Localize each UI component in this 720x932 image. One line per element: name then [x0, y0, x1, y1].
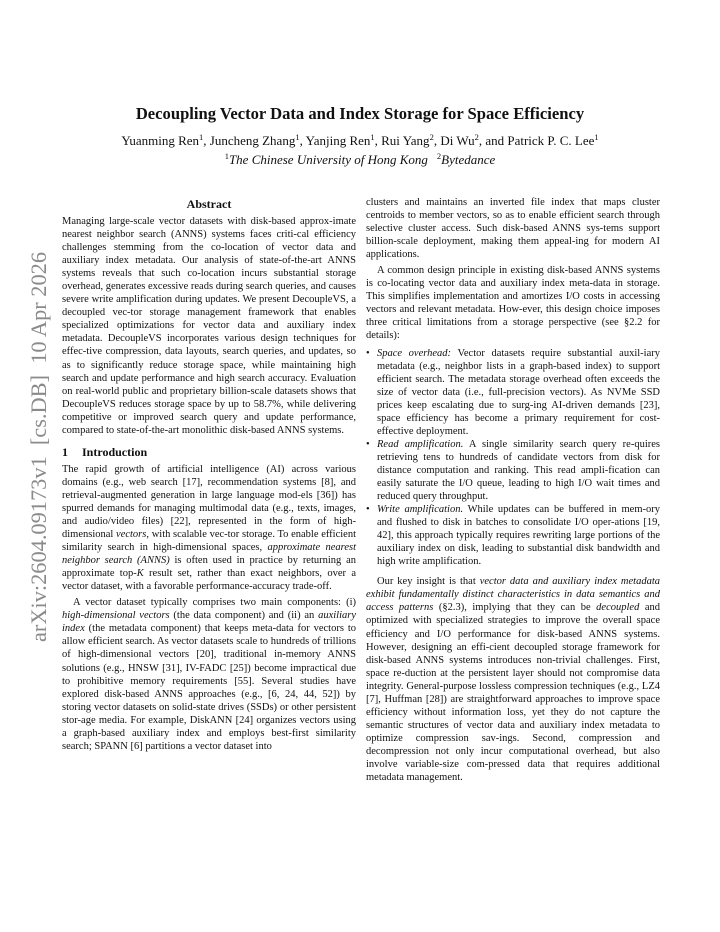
- intro-paragraph-1: The rapid growth of artificial intelligence (AI) across various domains (e.g., web search [17], recommendation systems [8], and retrieval-augmented generation in large language mod-els [36]) has spurred demands for managing multimodal data (e.g., texts, images, and audio/video files) [22], represented in the form of high-dimensional vectors, with scalable vec-tor storage. To enable efficient similarity search in high-dimensional spaces, approximate nearest neighbor search (ANNS) is often used in practice by returning an approximate top-K result set, rather than exact neighbors, over a vector dataset, with a favorable performance-accuracy trade-off.: [62, 463, 356, 593]
- list-item: [366, 503, 660, 568]
- abstract-heading: Abstract: [186, 197, 232, 211]
- author-separator: , and: [478, 133, 508, 148]
- author-separator: ,: [374, 133, 382, 148]
- left-column: [62, 196, 356, 753]
- arxiv-stamp-text: arXiv:2604.09173v1 [cs.DB] 10 Apr 2026: [26, 249, 51, 642]
- intro-paragraph-3: A common design principle in existing disk-based ANNS systems is co-locating vector data and auxiliary index meta-data in storage. This simplifies implementation and amortizes I/O costs in accessing vectors and relevant metadata. How-ever, this design choice imposes three critical limitations from a storage perspective (see §2.2 for details):: [366, 265, 660, 342]
- right-column: [366, 196, 660, 784]
- author-name: Rui Yang: [381, 133, 430, 148]
- author-affiliation-mark: 1: [295, 132, 300, 142]
- list-item-text: Write amplification. While updates can be buffered in mem-ory and flushed to disk in batches to consolidate I/O oper-ations [19, 42], this approach typically requires rewriting large portions of the auxiliary index on disk, leading to substantial disk bandwidth and high write amplification.: [377, 504, 660, 568]
- bullet-icon: •: [366, 438, 370, 450]
- list-item: [366, 347, 660, 438]
- intro-paragraph-2-continued: clusters and maintains an inverted file index that maps cluster centroids to member vectors, so as to enable efficient search through selective cluster access. Such disk-based ANNS sys-tems support billion-scale deployment, making them appeal-ing for modern AI applications.: [366, 197, 660, 261]
- author-name: Juncheng Zhang: [209, 133, 296, 148]
- affiliation-number: 1: [224, 151, 229, 161]
- author-affiliation-mark: 1: [199, 132, 204, 142]
- affiliation-number: 2: [436, 151, 442, 161]
- author-name: Patrick P. C. Lee: [507, 133, 595, 148]
- author-name: Yuanming Ren: [121, 133, 200, 148]
- author-affiliation-mark: 1: [370, 132, 375, 142]
- author-separator: ,: [203, 133, 210, 148]
- list-item: [366, 438, 660, 503]
- arxiv-stamp: [6, 0, 54, 932]
- author-affiliation-mark: 2: [474, 132, 479, 142]
- paper-title: Decoupling Vector Data and Index Storage for Space Efficiency: [135, 104, 585, 123]
- author-name: Yanjing Ren: [305, 133, 371, 148]
- list-item-text: Space overhead: Vector datasets require substantial auxil-iary metadata (e.g., neighbor lists in a graph-based index) to support efficient search. The metadata storage overhead often exceeds the size of vector data (i.e., full-precision vectors). As NVMe SSD prices keep escalating due to surg-ing AI-driven demands [23], space efficiency has become a primary requirement for cost-effective deployment.: [377, 347, 660, 437]
- limitations-list: [366, 347, 660, 569]
- affiliation-name: The Chinese University of Hong Kong: [228, 152, 428, 167]
- abstract-text: Managing large-scale vector datasets with disk-based approx-imate nearest neighbor search (ANNS) systems faces criti-cal efficiency challenges stemming from the co-location of vector data and auxiliary index metadata. Our analysis of state-of-the-art ANNS systems reveals that such co-location incurs substantial storage overhead, generates excessive reads during search queries, and causes severe write amplification during updates. We present DecoupleVS, a decoupled vec-tor storage management framework that enables specialized optimizations for vector data and auxiliary index metadata. DecoupleVS incorporates various design techniques for effec-tive compression, data layouts, search queries, and updates, so as to significantly reduce storage space, while maintaining high search and update performance and high search accuracy. Evaluation on real-world public and proprietary billion-scale datasets shows that DecoupleVS reduces storage space by up to 58.7%, while delivering competitive or improved search query and update performance, compared to state-of-the-art monolithic disk-based ANNS systems.: [62, 216, 356, 436]
- section-title: Introduction: [82, 444, 148, 459]
- author-affiliation-mark: 2: [429, 132, 434, 142]
- list-item-text: Read amplification. A single similarity search query re-quires retrieving tens to hundreds of candidate vectors from disk for distance computation and ranking. This read ampli-fication can easily saturate the I/O queue, leading to high I/O wait times and reduced query throughput.: [377, 438, 660, 503]
- author-list: [60, 133, 660, 149]
- affiliations: [60, 152, 660, 168]
- section-number: 1: [62, 444, 68, 459]
- bullet-icon: •: [366, 504, 370, 516]
- author-name: Di Wu: [440, 133, 475, 148]
- author-affiliation-mark: 1: [594, 132, 599, 142]
- bullet-icon: •: [366, 347, 370, 359]
- intro-paragraph-2: A vector dataset typically comprises two main components: (i) high-dimensional vectors (the data component) and (ii) an auxiliary index (the metadata component) that keeps meta-data for vectors to allow efficient search. As vector datasets scale to hundreds of trillions of high-dimensional vectors [20], traditional in-memory ANNS solutions (e.g., HNSW [31], IV-FADC [25]) become impractical due to prohibitive memory requirements [55]. Several studies have explored disk-based ANNS approaches (e.g., [6, 24, 44, 52]) by storing vector datasets on solid-state drives (SSDs) or other persistent stor-age media. For example, DiskANN [24] organizes vectors using a graph-based auxiliary index and employs best-first similarity search; SPANN [6] partitions a vector dataset into: [62, 597, 356, 752]
- affiliation: [225, 152, 428, 167]
- affiliation-name: Bytedance: [441, 152, 496, 167]
- affiliation: [437, 152, 495, 167]
- author-separator: ,: [433, 133, 441, 148]
- section-heading-introduction: [62, 445, 356, 459]
- intro-paragraph-4: Our key insight is that vector data and auxiliary index metadata exhibit fundamentally distinct characteristics in data semantics and access patterns (§2.3), implying that they can be decoupled and optimized with specialized strategies to improve the overall space efficiency and I/O performance for disk-based ANNS systems. However, designing an effi-cient decoupled storage framework for disk-based ANNS systems introduces non-trivial challenges. First, space re-duction at the persistent layer should not compromise data integrity. General-purpose lossless compression techniques (e.g., LZ4 [7], Huffman [28]) are straightforward approaches to improve space efficiency without information loss, yet they do not capture the semantic structures of vector data and auxiliary index metadata to optimize compression sav-ings. Second, compression and decompression not only incur computational overhead, but also involve variable-size com-pressed data that requires additional metadata management.: [366, 576, 661, 784]
- author-separator: ,: [299, 133, 306, 148]
